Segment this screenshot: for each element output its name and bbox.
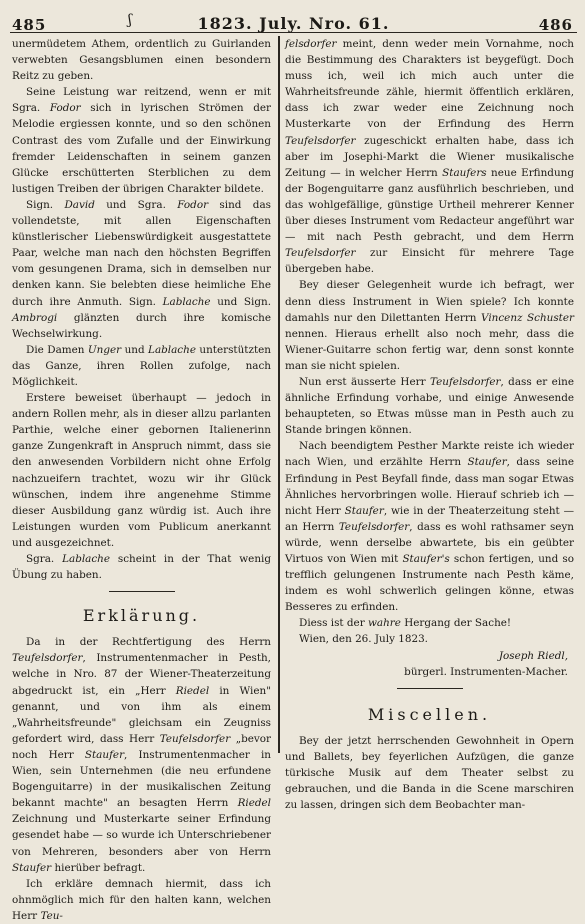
column-divider [278,36,280,753]
page-header [10,6,577,33]
header-mark: ʃ [128,12,132,28]
dateline: Wien, den 26. July 1823. [299,633,428,646]
section-divider [109,591,175,592]
paragraph: Sign. David und Sgra. Fodor sind das vollendetste, mit allen Eigenschaften künstlerischer Liebenswürdigkeit ausgestattete Paar, welche man nach den höchsten Begriffen vom gesungenen Drama, sich in demselben nur denken kann. Sie belebten diese heimliche Ehe durch ihre Anmuth. Sign. Lablache und Sign. Ambrogi glänzten durch ihre komische Wechselwirkung. [12,198,271,340]
paragraph: felsdorfer meint, denn weder mein Vornahme, noch die Bestimmung des Charakters ist beygefügt. Doch muss ich, weil ich mich auch unter die Wahrheitsfreunde zähle, hiermit öffentlich erklären, dass ich zwar weder eine Zeichnung noch Musterkarte von der Erfindung des Herrn Teufelsdorfer zugeschickt erhalten habe, dass ich aber im Josephi-Markt die Wiener musikalische Zeitung — in welcher Herrn Staufers neue Erfindung der Bogenguitarre ganz ausführlich beschrieben, und das wohlgefällige, günstige Urtheil mehrerer Kenner über dieses Instrument vom Redacteur angeführt war — mit nach Pesth gebracht, und dem Herrn Teufelsdorfer zur Einsicht für mehrere Tage übergeben habe. [285,38,574,276]
page-number-left: 485 [12,16,47,34]
section-heading: Erklärung. [82,606,201,626]
paragraph: Seine Leistung war reitzend, wenn er mit Sgra. Fodor sich in lyrischen Strömen der Melodie ergiessen konnte, und so den schönen Contrast des vom Zufalle und der Einwirkung fremder Leidenschaften in seinem ganzen Glücke erschütterten Sterblichen zu dem lustigen Treiben der übrigen Charakter bildete. [12,86,271,195]
signature-title: bürgerl. Instrumenten-Macher. [404,665,568,678]
paragraph: Bey dieser Gelegenheit wurde ich befragt, wer denn diess Instrument in Wien spiele? Ich konnte damahls nur den Dilettanten Herrn Vincenz Schuster nennen. Hieraus erhellt also noch mehr, dass die Wiener-Guitarre schon fertig war, denn sonst konnte man sie nicht spielen. [285,279,574,372]
paragraph: Da in der Rechtfertigung des Herrn Teufelsdorfer, Instrumentenmacher in Pesth, welche in Nro. 87 der Wiener-Theaterzeitung abgedruckt ist, ein „Herr Riedel in Wien" genannt, und von ihm als einem „Wahrheitsfreunde" gleichsam ein Zeugniss gefordert wird, dass Herr Teufelsdorfer „bevor noch Herr Staufer, Instrumentenmacher in Wien, sein Unternehmen (die neu erfundene Bogenguitarre) in der musikalischen Zeitung bekannt machte" an besagten Herrn Riedel Zeichnung und Musterkarte seiner Erfindung gesendet habe — so wurde ich Unterschriebener von Mehreren, besonders aber von Herrn Staufer hierüber befragt. [12,636,271,874]
paragraph: Ich erkläre demnach hiermit, dass ich ohnmöglich mich für den halten kann, welchen Herr Teu- [12,877,271,922]
right-column [285,36,574,813]
paragraph: Diess ist der wahre Hergang der Sache! [299,617,512,630]
issue-title: 1823. July. Nro. 61. [197,14,390,33]
left-column [12,36,271,924]
paragraph: Nach beendigtem Pesther Markte reiste ich wieder nach Wien, und erzählte Herrn Staufer, dass seine Erfindung in Pest Beyfall finde, dass man sogar Etwas Ähnliches hervorbringen wolle. Hierauf schrieb ich — nicht Herr Staufer, wie in der Theaterzeitung steht — an Herrn Teufelsdorfer, dass es wohl rathsamer seyn würde, wenn derselbe abwartete, bis ein geübter Virtuos von Wien mit Staufer's schon fertigen, und so trefflich gelungenen Instrumente nach Pesth käme, indem es wohl schwerlich gelingen könne, etwas Besseres zu erfinden. [285,440,574,614]
section-heading: Miscellen. [367,704,492,724]
signature-name: Joseph Riedl, [498,649,568,662]
paragraph: unermüdetem Athem, ordentlich zu Guirlanden verwebten Gesangsblumen einen besondern Reitz zu geben. [12,38,271,83]
section-divider [397,688,463,689]
paragraph: Erstere beweiset überhaupt — jedoch in andern Rollen mehr, als in dieser allzu parlanten Parthie, welche einer gebornen Italienerinn ganze Zungenkraft in Anspruch nimmt, dass sie den anwesenden Vorbildern nicht ohne Erfolg nachzueifern trachtet, wozu wir ihr Glück wünschen, indem ihre angenehme Stimme dieser Ausbildung ganz würdig ist. Auch ihre Leistungen wurden vom Publicum anerkannt und ausgezeichnet. [12,392,271,549]
paragraph: Sgra. Lablache scheint in der That wenig Übung zu haben. [12,553,271,582]
paragraph: Nun erst äusserte Herr Teufelsdorfer, dass er eine ähnliche Erfindung vorhabe, und einige Anwesende behaupteten, so Etwas müsse man in Pesth auch zu Stande bringen können. [285,375,574,437]
paragraph: Die Damen Unger und Lablache unterstützten das Ganze, ihren Rollen zufolge, nach Möglichkeit. [12,343,271,388]
page-number-right: 486 [538,16,573,34]
paragraph: Bey der jetzt herrschenden Gewohnheit in Opern und Ballets, bey feyerlichen Aufzügen, die ganze türkische Musik auf dem Theater selbst zu gebrauchen, und die Banda in die Scene marschiren zu lassen, dringen sich dem Beobachter man- [285,734,574,812]
